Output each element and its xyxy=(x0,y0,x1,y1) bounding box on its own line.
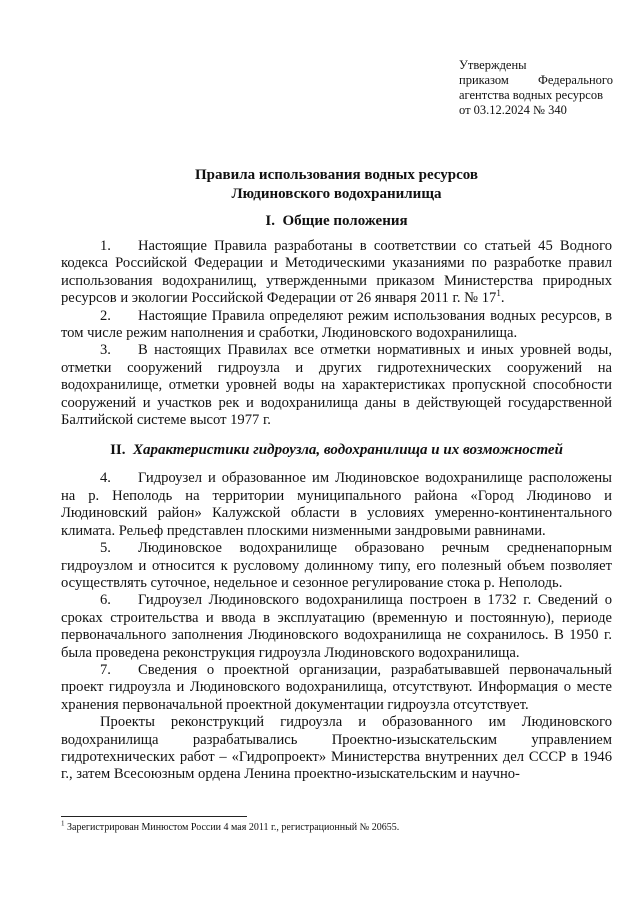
paragraph-1 xyxy=(61,238,612,308)
paragraph-5 xyxy=(61,540,612,592)
approval-line-2-b: Федерального xyxy=(537,73,613,87)
paragraph-2 xyxy=(61,308,612,343)
paragraph-5-number: 5. xyxy=(100,540,111,557)
paragraph-6-text: Гидроузел Людиновского водохранилища построен в 1732 г. Сведений о сроках строительства и ввода в эксплуатацию (временную и постоянную), периоде первоначального заполнения Людиновского водохранилища не сохранилось. В 1950 г. была проведена реконструкция гидроузла Людиновского водохранилища. xyxy=(61,592,612,661)
paragraph-6-number: 6. xyxy=(100,592,111,609)
paragraph-3-text: В настоящих Правилах все отметки нормативных и иных уровней воды, отметки сооружений гидроузла и других гидротехнических сооружений на водохранилище, отметки уровней воды на характеристиках пропускной способности сооружений и участков рек и водохранилища даны в действующей государственной Балтийской системе высот 1977 г. xyxy=(61,342,612,429)
paragraph-4-text: Гидроузел и образованное им Людиновское водохранилище расположены на р. Неполодь на территории муниципального района «Город Людиново и Людиновский район» Калужской области в условиях умеренно-континентального климата. Рельеф представлен плоскими низменными зандровыми равнинами. xyxy=(61,470,612,539)
section-2-roman: II. xyxy=(110,442,126,459)
paragraph-3-number: 3. xyxy=(100,342,111,359)
footnote-mark: 1 xyxy=(61,819,65,828)
paragraph-1-end: . xyxy=(500,290,505,307)
paragraph-4-number: 4. xyxy=(100,470,111,487)
paragraph-6 xyxy=(61,592,612,662)
paragraph-7 xyxy=(61,662,612,714)
document-title xyxy=(61,166,612,204)
section-2-title: Характеристики гидроузла, водохранилища и их возможностей xyxy=(133,442,563,459)
document-body xyxy=(61,166,612,784)
paragraph-7-text: Сведения о проектной организации, разрабатывавшей первоначальный проект гидроузла и Людиновского водохранилища, отсутствуют. Информация о месте хранения первоначальной проектной документации гидроузла отсутствует. xyxy=(61,661,612,713)
paragraph-7-continued-text: Проекты реконструкций гидроузла и образованного им Людиновского водохранилища разрабатывались Проектно-изыскательским управлением гидротехнических работ – «Гидропроект» Министерства внутренних дел СССР в 1946 г., затем Всесоюзным ордена Ленина проектно-изыскательским и научно- xyxy=(61,714,612,783)
paragraph-2-number: 2. xyxy=(100,307,111,324)
footnote-reference: 1 xyxy=(496,288,501,299)
document-title-line-2: Людиновского водохранилища xyxy=(231,186,442,202)
section-2-heading xyxy=(61,441,612,460)
paragraph-7-number: 7. xyxy=(100,661,111,678)
paragraph-1-text: Настоящие Правила разработаны в соответствии со статьей 45 Водного кодекса Российской Федерации и Методическими указаниями по разработке правил использования водохранилищ, утвержденными приказом Министерства природных ресурсов и экологии Российской Федерации от 26 января 2011 г. № 17 xyxy=(61,238,612,307)
footnote-text: Зарегистрирован Минюстом России 4 мая 2011 г., регистрационный № 20655. xyxy=(67,822,400,833)
section-1-title: Общие положения xyxy=(282,213,408,229)
footnote-separator xyxy=(61,816,247,817)
approval-line-2-a: приказом xyxy=(459,73,509,87)
paragraph-1-number: 1. xyxy=(100,238,111,254)
paragraph-4 xyxy=(61,470,612,540)
footnote xyxy=(61,819,612,834)
approval-line-2 xyxy=(459,73,613,88)
paragraph-7-continued xyxy=(61,714,612,784)
approval-line-4: от 03.12.2024 № 340 xyxy=(459,103,567,117)
paragraph-2-text: Настоящие Правила определяют режим использования водных ресурсов, в том числе режим наполнения и сработки, Людиновского водохранилища. xyxy=(61,307,612,342)
paragraph-3 xyxy=(61,342,612,429)
section-1-heading xyxy=(61,212,612,231)
approval-block xyxy=(459,58,613,118)
approval-line-1: Утверждены xyxy=(459,58,527,72)
section-1-roman: I. xyxy=(265,213,275,229)
paragraph-5-text: Людиновское водохранилище образовано речным средненапорным гидроузлом и относится к русловому долинному типу, его полезный объем позволяет осуществлять суточное, недельное и сезонное регулирование стока р. Неполодь. xyxy=(61,540,612,591)
document-title-line-1: Правила использования водных ресурсов xyxy=(195,167,478,183)
approval-line-3: агентства водных ресурсов xyxy=(459,88,604,102)
